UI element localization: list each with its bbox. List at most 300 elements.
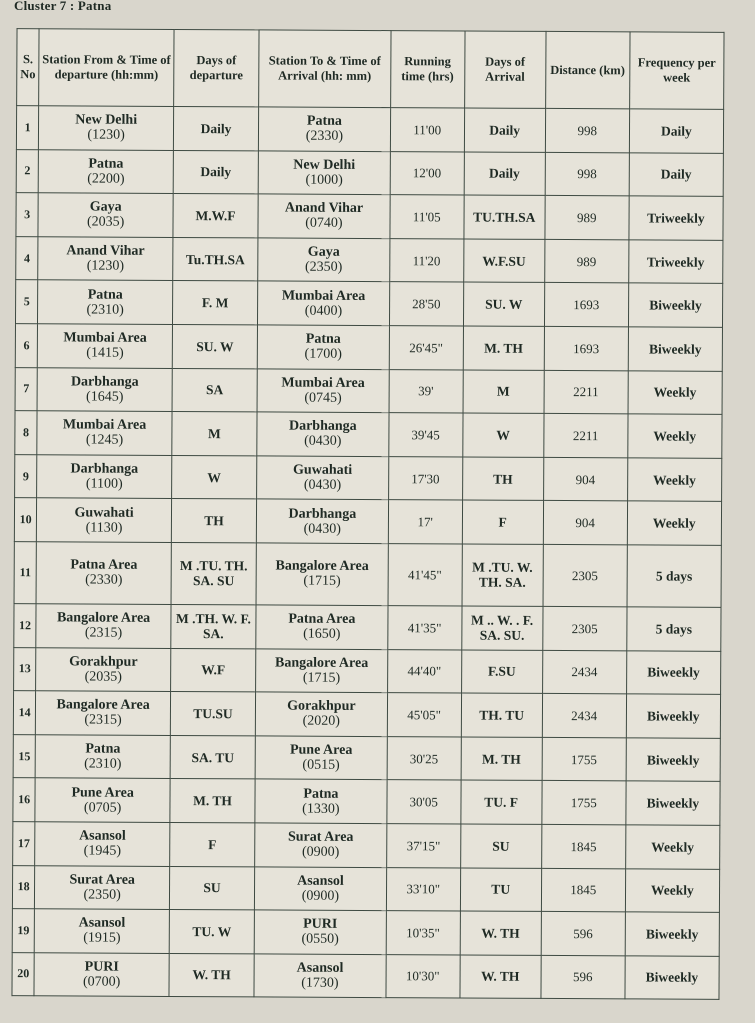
cell-from-station-value: Pune Area: [71, 785, 134, 801]
cell-days-arrival: [461, 650, 542, 694]
cell-sno: [14, 647, 37, 691]
cell-frequency: [627, 501, 721, 545]
cell-to-station-value: Mumbai Area: [281, 288, 366, 304]
cell-frequency-value: Biweekly: [646, 795, 700, 811]
cell-sno-value: 9: [22, 468, 29, 483]
cell-sno-value: 8: [23, 425, 30, 440]
table-row: [16, 149, 723, 196]
cell-frequency: [628, 240, 722, 284]
cell-from-station-time: (2310): [84, 756, 122, 772]
cell-frequency: [627, 545, 722, 607]
cell-sno: [12, 865, 35, 909]
cell-from-station: [36, 647, 171, 691]
cell-from-station: [37, 367, 172, 411]
cell-to-station-value: Asansol: [296, 960, 344, 976]
cell-to-station-value: Anand Vihar: [284, 201, 364, 217]
cell-from-station: [39, 106, 174, 150]
cell-sno-value: 15: [18, 748, 31, 763]
cell-frequency-value: Weekly: [651, 839, 695, 855]
cell-distance-value: 2305: [571, 568, 598, 584]
cell-to-station-time: (0550): [301, 932, 339, 948]
cell-from-station-time: (2350): [83, 887, 121, 903]
cell-to-station: [258, 194, 390, 238]
cell-distance: [542, 737, 626, 781]
cell-days-departure-value: SU: [203, 880, 221, 896]
cell-frequency: [628, 414, 722, 458]
cell-distance: [542, 606, 626, 650]
cell-distance: [542, 694, 626, 738]
cell-to-station-time: (0740): [305, 216, 343, 232]
table-row: [13, 778, 720, 825]
cell-days-arrival-value: W.F.SU: [482, 253, 526, 269]
cell-from-station-value: New Delhi: [75, 112, 138, 129]
cell-to-station-time: (0745): [304, 390, 342, 406]
cell-distance-value: 904: [575, 515, 595, 531]
cell-sno-value: 18: [17, 879, 30, 894]
cell-days-arrival-value: F: [498, 514, 507, 530]
cell-running-time: [387, 780, 461, 824]
cell-from-station-value: Gaya: [89, 200, 122, 216]
header-distance: Distance (km): [545, 31, 629, 108]
cell-days-arrival-value: SU. W: [485, 296, 523, 312]
cell-to-station-time: (1715): [303, 574, 341, 590]
cell-sno-value: 13: [18, 661, 31, 676]
cell-days-departure: [173, 237, 258, 281]
cell-days-arrival-value: TU. F: [484, 794, 519, 810]
cell-to-station: [256, 605, 388, 649]
cell-from-station-time: (2035): [84, 669, 122, 685]
cell-days-departure-value: M .TU. TH. SA. SU: [179, 558, 248, 589]
cell-distance: [544, 326, 628, 370]
cell-to-station: [257, 325, 389, 369]
cell-days-departure: [172, 368, 257, 412]
cell-days-departure: [170, 822, 255, 866]
cell-days-departure: [173, 150, 258, 194]
cell-from-station-value: Mumbai Area: [62, 417, 147, 434]
cell-days-arrival: [464, 195, 545, 239]
cell-to-station-time: (2330): [305, 128, 344, 145]
cell-days-departure-value: SU. W: [196, 338, 234, 355]
cell-frequency: [625, 912, 719, 956]
cell-from-station: [38, 324, 173, 368]
table-row: [14, 542, 721, 608]
cell-running-time: [386, 911, 460, 955]
cell-frequency: [627, 458, 721, 502]
cell-running-time: [387, 649, 461, 693]
cell-to-station-time: (0900): [301, 888, 340, 904]
cell-sno: [16, 149, 39, 193]
cell-to-station: [257, 412, 389, 456]
table-row: [15, 367, 722, 414]
cell-running-time-value: 37'15": [406, 837, 441, 854]
cell-sno: [14, 542, 37, 604]
cell-days-departure: [173, 194, 258, 238]
header-running-time: Running time (hrs): [390, 31, 464, 108]
cell-running-time-value: 26'45": [409, 339, 443, 356]
cell-days-departure: [170, 735, 255, 779]
cell-from-station: [38, 237, 173, 281]
cell-days-arrival: [461, 737, 542, 781]
header-row: [17, 29, 724, 110]
cell-from-station-time: (1415): [86, 345, 124, 361]
cell-distance: [543, 457, 627, 501]
cell-running-time: [386, 867, 460, 911]
cell-days-departure: [172, 324, 257, 368]
cell-to-station-value: Pune Area: [289, 742, 353, 758]
cell-from-station-value: Guwahati: [74, 505, 134, 521]
cell-from-station-value: Anand Vihar: [66, 243, 145, 259]
cell-sno: [16, 236, 39, 280]
cell-distance-value: 989: [576, 253, 597, 269]
cell-frequency: [628, 327, 722, 371]
cell-frequency: [626, 694, 720, 738]
cell-days-departure: [173, 106, 258, 150]
cell-sno: [14, 498, 37, 542]
table-row: [12, 952, 719, 999]
cell-sno-value: 6: [23, 337, 30, 352]
cell-sno-value: 1: [24, 119, 31, 135]
cell-frequency-value: 5 days: [655, 621, 693, 637]
cell-days-departure: [170, 692, 255, 736]
cell-from-station-value: Surat Area: [69, 872, 135, 888]
cell-to-station-value: Gaya: [307, 244, 340, 260]
cell-days-arrival: [461, 780, 542, 824]
cell-from-station-time: (1915): [83, 930, 121, 947]
cell-frequency: [625, 825, 719, 869]
cell-days-arrival: [460, 955, 541, 999]
cell-to-station-value: Gorakhpur: [287, 699, 356, 715]
cell-frequency-value: Daily: [660, 123, 692, 139]
cell-days-departure: [171, 542, 256, 604]
cell-days-departure-value: Daily: [200, 164, 232, 180]
cell-days-arrival: [462, 457, 543, 501]
cell-days-arrival: [463, 370, 544, 414]
cell-from-station-time: (1100): [85, 476, 123, 492]
train-schedule-table: [11, 28, 724, 1000]
cell-running-time-value: 17'30: [411, 470, 440, 486]
cell-days-arrival: [461, 693, 542, 737]
cell-running-time: [390, 195, 464, 239]
cell-from-station-value: Patna: [87, 287, 123, 303]
cell-days-arrival: [462, 500, 543, 544]
cell-to-station: [254, 866, 386, 910]
cell-sno: [14, 604, 37, 648]
cell-frequency-value: Biweekly: [647, 664, 700, 681]
cell-frequency: [629, 196, 723, 240]
cell-running-time-value: 39'45: [411, 427, 440, 443]
cell-days-departure-value: SA: [205, 382, 224, 398]
cell-days-departure-value: W: [207, 469, 221, 485]
cell-running-time: [386, 824, 460, 868]
cell-from-station-time: (2035): [86, 215, 125, 231]
cell-days-departure-value: TH: [204, 513, 224, 529]
cell-frequency: [626, 650, 720, 694]
cell-to-station: [258, 107, 390, 151]
cell-distance-value: 2434: [571, 707, 598, 724]
cell-sno: [13, 778, 36, 822]
cell-sno: [13, 691, 36, 735]
cell-from-station: [36, 691, 171, 735]
cell-days-departure-value: TU. W: [192, 923, 232, 940]
cell-sno-value: 16: [18, 792, 31, 807]
cell-days-arrival: [460, 911, 541, 955]
cell-distance-value: 2211: [572, 428, 599, 444]
cell-frequency: [629, 109, 723, 153]
cell-from-station: [34, 909, 169, 953]
cell-from-station-time: (2310): [86, 302, 124, 318]
cell-to-station: [256, 648, 388, 692]
header-from: Station From & Time of departure (hh:mm): [39, 29, 174, 107]
cell-frequency: [628, 370, 722, 414]
cell-frequency-value: Biweekly: [645, 926, 699, 942]
cell-from-station-value: Gorakhpur: [69, 654, 138, 670]
cell-days-arrival: [463, 239, 544, 283]
cell-to-station-value: Darbhanga: [288, 506, 357, 522]
cell-running-time-value: 11'20: [412, 252, 441, 268]
cell-sno: [16, 106, 39, 150]
table-row: [14, 647, 721, 694]
cell-days-arrival-value: SU: [492, 838, 510, 854]
cell-running-time-value: 12'00: [412, 165, 442, 181]
cell-distance: [541, 868, 625, 912]
cell-days-arrival: [464, 152, 545, 196]
cell-frequency-value: 5 days: [655, 568, 693, 584]
cell-running-time-value: 28'50: [412, 296, 441, 312]
cell-distance-value: 2211: [573, 384, 599, 400]
cell-days-departure: [169, 866, 254, 910]
cell-days-arrival: [460, 867, 541, 911]
cell-from-station: [36, 542, 171, 605]
cell-running-time: [387, 736, 461, 780]
cell-frequency-value: Weekly: [653, 428, 697, 444]
cell-sno-value: 17: [17, 835, 30, 850]
cell-distance: [541, 955, 625, 999]
cell-frequency-value: Biweekly: [647, 708, 700, 724]
cell-days-arrival-value: TU.TH.SA: [473, 209, 536, 225]
cell-distance: [544, 283, 628, 327]
cell-days-arrival: [461, 606, 542, 650]
header-frequency: Frequency per week: [629, 32, 724, 109]
cell-days-arrival-value: TH: [493, 471, 513, 487]
table-caption: Cluster 7 : Patna: [14, 0, 112, 13]
cell-sno-value: 11: [19, 565, 32, 580]
cell-sno-value: 12: [19, 617, 32, 632]
cell-running-time: [389, 413, 463, 457]
cell-from-station: [36, 604, 171, 648]
cell-sno-value: 7: [23, 381, 30, 396]
cell-running-time: [388, 456, 462, 500]
cell-running-time-value: 41'35": [407, 619, 442, 636]
cell-from-station: [37, 411, 172, 455]
cell-distance: [544, 239, 628, 283]
cell-running-time-value: 45'05": [407, 707, 442, 723]
cell-running-time: [386, 954, 460, 998]
cell-from-station: [38, 193, 173, 237]
cell-to-station-value: Guwahati: [293, 462, 353, 478]
cell-distance: [543, 544, 627, 606]
cell-from-station: [37, 498, 172, 542]
cell-to-station-time: (0430): [303, 477, 342, 493]
table-row: [15, 324, 722, 371]
header-to: Station To & Time of Arrival (hh: mm): [259, 30, 391, 108]
cell-to-station-time: (0400): [304, 303, 343, 319]
cell-from-station-time: (1945): [83, 843, 122, 859]
cell-running-time: [389, 282, 463, 326]
cell-days-departure: [172, 281, 257, 325]
cell-days-arrival-value: M: [496, 384, 510, 400]
cell-days-arrival-value: M .TU. W. TH. SA.: [472, 559, 533, 591]
cell-sno: [16, 193, 39, 237]
cell-days-arrival-value: TU: [491, 881, 511, 898]
cell-sno-value: 4: [23, 250, 31, 265]
cell-to-station-value: Patna: [306, 113, 342, 130]
cell-to-station: [256, 543, 388, 606]
cell-to-station-value: New Delhi: [293, 157, 356, 173]
cell-sno-value: 19: [17, 923, 30, 938]
cell-frequency-value: Weekly: [653, 472, 696, 488]
cell-to-station-value: Patna Area: [288, 611, 356, 628]
cell-running-time: [387, 693, 461, 737]
table-row: [13, 691, 720, 738]
cell-running-time: [390, 151, 464, 195]
cell-distance-value: 904: [575, 471, 596, 487]
cell-frequency-value: Biweekly: [645, 969, 699, 986]
cell-frequency-value: Triweekly: [647, 210, 705, 226]
cell-from-station-value: Patna: [88, 156, 124, 172]
cell-distance: [545, 196, 629, 240]
cell-days-arrival-value: M. TH: [484, 340, 523, 356]
cell-from-station-time: (1130): [85, 520, 123, 536]
cell-days-departure-value: M .TH. W. F. SA.: [175, 611, 251, 642]
cell-from-station-value: Asansol: [78, 915, 126, 932]
cell-running-time-value: 44'40": [407, 663, 442, 679]
cell-frequency: [625, 956, 719, 1000]
cell-days-arrival: [462, 413, 543, 457]
cell-to-station-value: Bangalore Area: [275, 558, 369, 575]
cell-sno: [15, 411, 38, 455]
cell-days-arrival: [463, 326, 544, 370]
cell-distance-value: 2305: [571, 620, 598, 636]
cell-to-station-time: (0900): [301, 844, 340, 861]
cell-from-station: [38, 280, 173, 324]
cell-to-station-value: PURI: [303, 917, 338, 933]
cell-to-station-time: (2020): [302, 714, 341, 730]
cell-days-departure: [171, 499, 256, 543]
table-row: [12, 865, 719, 912]
cell-days-departure-value: F: [208, 836, 217, 852]
cell-to-station-value: Patna: [305, 331, 341, 348]
cell-distance-value: 1755: [570, 795, 597, 811]
cell-to-station: [255, 692, 387, 736]
cell-days-departure-value: Daily: [200, 120, 232, 137]
cell-from-station: [35, 865, 170, 909]
header-sno: S. No: [17, 29, 40, 106]
table-row: [14, 498, 721, 545]
cell-running-time-value: 41'45": [408, 567, 442, 583]
cell-running-time: [388, 500, 462, 544]
cell-from-station: [35, 734, 170, 778]
cell-distance: [542, 781, 626, 825]
cell-from-station-time: (2315): [84, 712, 122, 729]
cell-running-time: [388, 606, 462, 650]
table-row: [16, 236, 723, 283]
header-days-arrival: Days of Arrival: [464, 31, 545, 108]
cell-days-departure-value: Tu.TH.SA: [185, 251, 245, 267]
cell-frequency: [627, 607, 721, 651]
cell-running-time: [389, 369, 463, 413]
cell-sno: [15, 367, 38, 411]
cell-sno: [15, 324, 38, 368]
cell-from-station: [35, 822, 170, 866]
table-row: [15, 280, 722, 327]
table-row: [16, 106, 723, 153]
cell-from-station-value: Patna: [85, 741, 121, 757]
cell-distance-value: 1755: [570, 751, 597, 767]
cell-running-time-value: 11'00: [413, 122, 442, 138]
cell-days-arrival-value: M .. W. . F. SA. SU.: [471, 612, 534, 644]
cell-sno: [13, 822, 36, 866]
cell-days-arrival-value: TH. TU: [479, 707, 525, 723]
cell-running-time-value: 10'30": [405, 968, 440, 984]
cell-to-station-value: Surat Area: [287, 829, 354, 846]
cell-frequency-value: Weekly: [650, 882, 694, 899]
cell-days-departure: [171, 648, 256, 692]
cell-to-station: [258, 238, 390, 282]
cell-to-station: [257, 456, 389, 500]
cell-days-departure: [172, 412, 257, 456]
cell-to-station: [256, 499, 388, 543]
cell-days-arrival: [460, 824, 541, 868]
cell-frequency-value: Triweekly: [646, 254, 705, 270]
cell-days-departure-value: TU.SU: [193, 706, 233, 722]
cell-to-station-time: (1700): [304, 346, 342, 363]
cell-sno-value: 2: [24, 163, 31, 178]
cell-distance-value: 989: [577, 210, 597, 226]
cell-sno: [15, 280, 38, 324]
cell-to-station-value: Patna: [303, 786, 339, 802]
cell-from-station-time: (1230): [86, 258, 125, 274]
table-row: [14, 604, 721, 651]
cell-frequency: [626, 781, 720, 825]
cell-distance-value: 596: [573, 925, 593, 942]
cell-distance-value: 998: [577, 122, 598, 138]
cell-to-station-time: (1000): [305, 172, 343, 188]
cell-days-arrival-value: Daily: [489, 122, 521, 138]
cell-to-station: [254, 910, 386, 954]
cell-distance-value: 1693: [573, 340, 600, 356]
cell-from-station-time: (0700): [82, 974, 121, 990]
cell-from-station-value: Bangalore Area: [56, 610, 151, 627]
cell-frequency: [628, 283, 722, 327]
cell-from-station-time: (2200): [87, 171, 125, 187]
cell-from-station: [38, 149, 173, 193]
cell-frequency-value: Biweekly: [648, 341, 702, 357]
cell-days-arrival: [464, 108, 545, 152]
cell-days-departure-value: W. TH: [192, 967, 231, 983]
cell-to-station-value: Asansol: [297, 873, 344, 889]
cell-to-station-time: (0430): [303, 521, 342, 537]
cell-to-station-time: (2350): [304, 259, 343, 275]
table-row: [12, 909, 719, 956]
cell-distance-value: 2434: [571, 664, 598, 680]
cell-days-departure: [172, 455, 257, 499]
cell-distance-value: 998: [577, 166, 597, 182]
cell-distance: [545, 108, 629, 152]
cell-to-station-time: (1330): [302, 801, 340, 817]
cell-running-time-value: 39': [418, 383, 434, 399]
cell-days-arrival-value: M. TH: [481, 751, 521, 767]
cell-frequency-value: Weekly: [652, 515, 696, 531]
